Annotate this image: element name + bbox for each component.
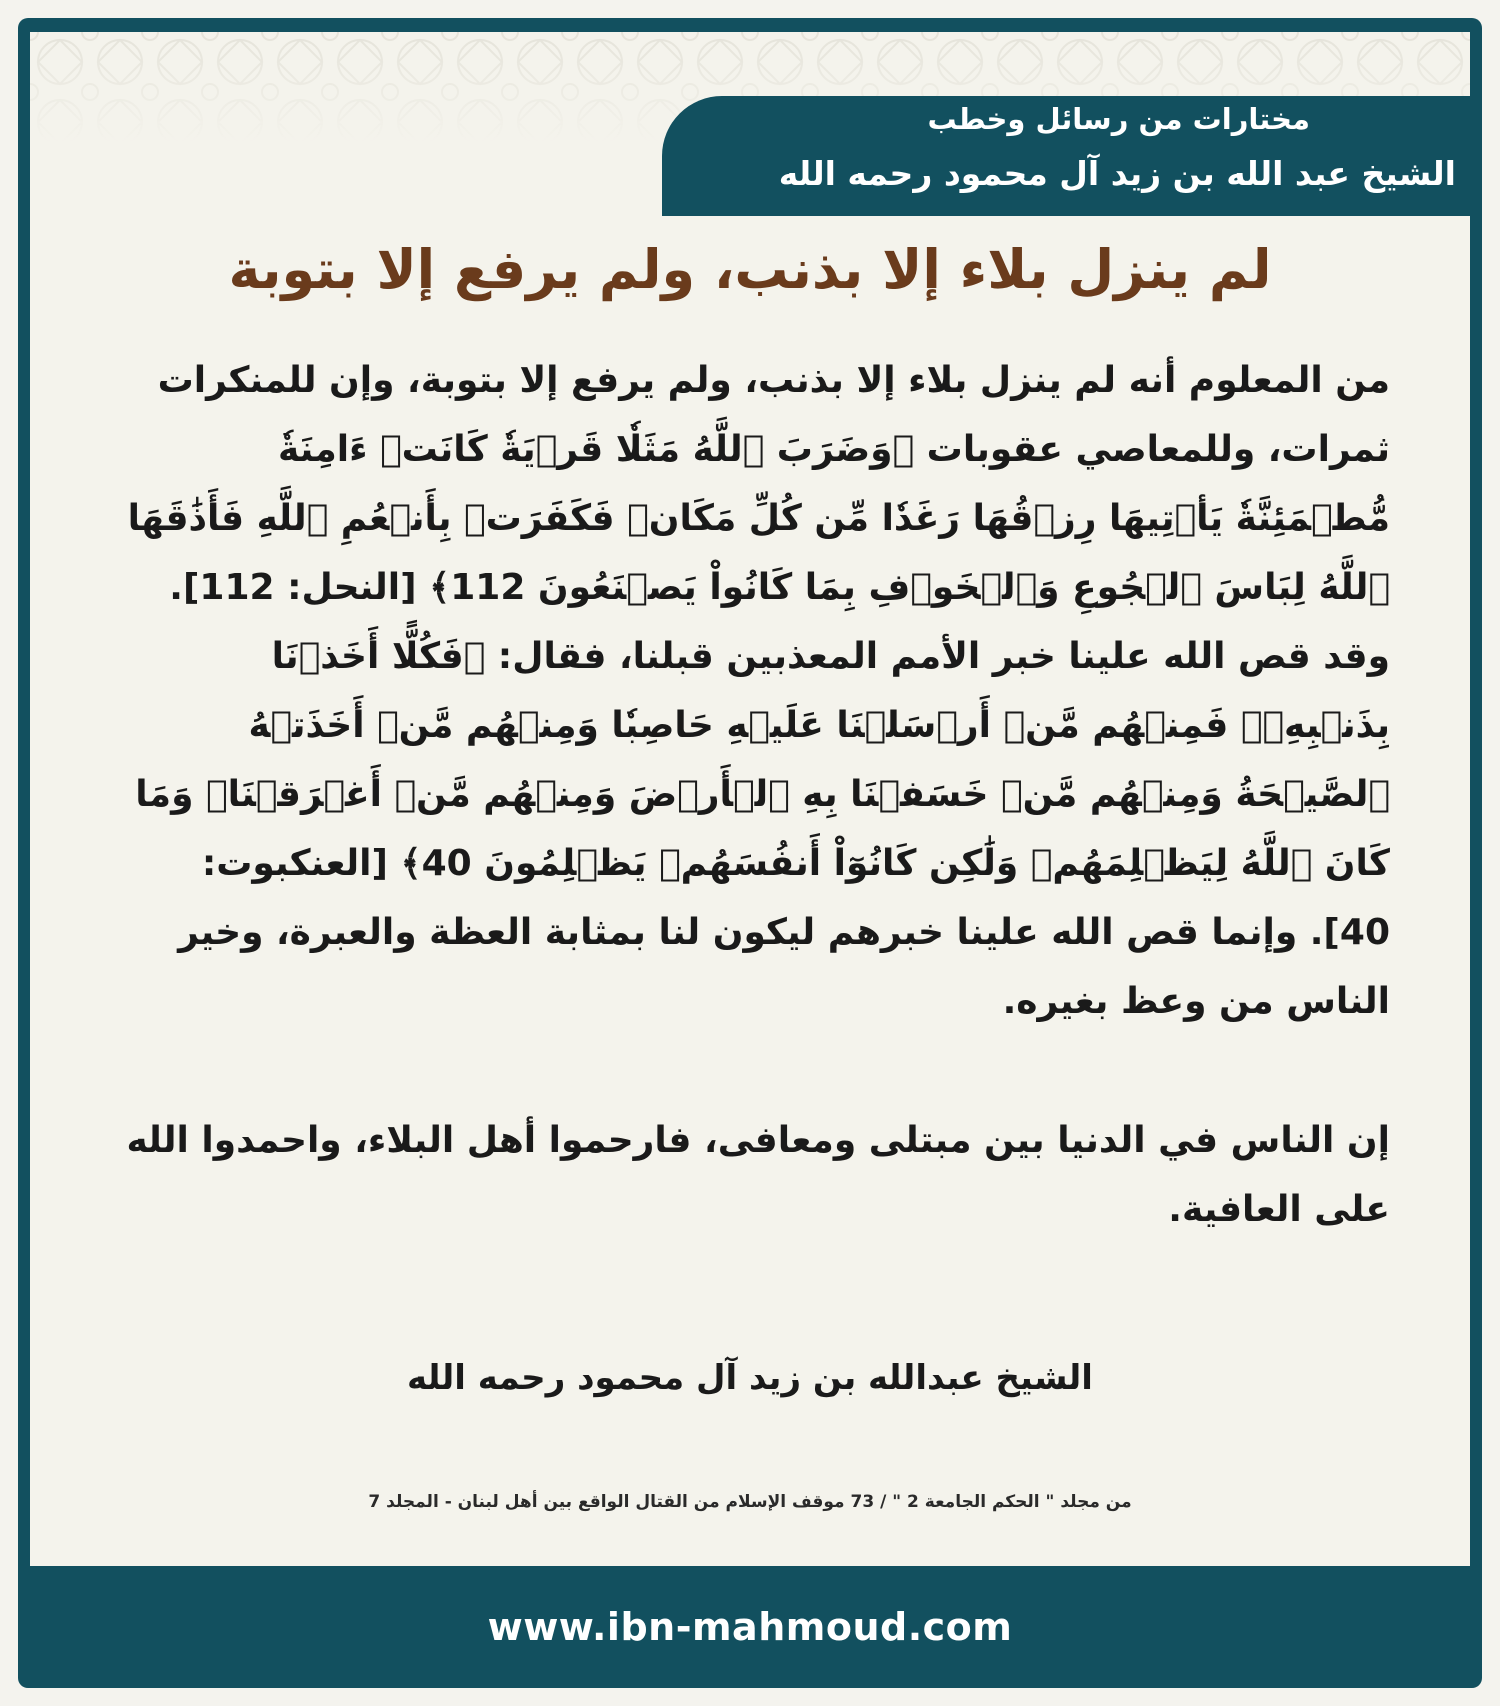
article-body bbox=[120, 346, 1390, 1244]
header-author: الشيخ عبد الله بن زيد آل محمود رحمه الله bbox=[778, 154, 1456, 193]
content-panel bbox=[30, 32, 1470, 1566]
source-citation: من مجلد " الحكم الجامعة 2 " / 73 موقف الإسلام من القتال الواقع بين أهل لبنان - المجلد 7 bbox=[368, 1492, 1132, 1512]
header-subtitle: مختارات من رسائل وخطب bbox=[927, 102, 1310, 136]
paragraph-1: من المعلوم أنه لم ينزل بلاء إلا بذنب، ولم يرفع إلا بتوبة، وإن للمنكرات ثمرات، وللمعاصي عقوبات ﴿وَضَرَبَ ٱللَّهُ مَثَلٗا قَرۡيَةٗ كَانَتۡ ءَامِنَةٗ مُّطۡمَئِنَّةٗ يَأۡتِيهَا رِزۡقُهَا رَغَدٗا مِّن كُلِّ مَكَانٖ فَكَفَرَتۡ بِأَنۡعُمِ ٱللَّهِ فَأَذَٰقَهَا ٱللَّهُ لِبَاسَ ٱلۡجُوعِ وَٱلۡخَوۡفِ بِمَا كَانُواْ يَصۡنَعُونَ 112﴾ [النحل: 112]. وقد قص الله علينا خبر الأمم المعذبين قبلنا، فقال: ﴿فَكُلًّا أَخَذۡنَا بِذَنۢبِهِۦۖ فَمِنۡهُم مَّنۡ أَرۡسَلۡنَا عَلَيۡهِ حَاصِبٗا وَمِنۡهُم مَّنۡ أَخَذَتۡهُ ٱلصَّيۡحَةُ وَمِنۡهُم مَّنۡ خَسَفۡنَا بِهِ ٱلۡأَرۡضَ وَمِنۡهُم مَّنۡ أَغۡرَقۡنَاۚ وَمَا كَانَ ٱللَّهُ لِيَظۡلِمَهُمۡ وَلَٰكِن كَانُوٓاْ أَنفُسَهُمۡ يَظۡلِمُونَ 40﴾ [العنكبوت: 40]. وإنما قص الله علينا خبرهم ليكون لنا بمثابة العظة والعبرة، وخير الناس من وعظ بغيره. bbox=[127, 360, 1390, 1022]
header-band bbox=[662, 96, 1470, 216]
author-signature: الشيخ عبدالله بن زيد آل محمود رحمه الله bbox=[407, 1358, 1093, 1398]
website-link[interactable]: www.ibn-mahmoud.com bbox=[487, 1605, 1013, 1649]
paragraph-spacer bbox=[120, 1036, 1390, 1106]
poster-frame bbox=[18, 18, 1482, 1688]
page-title: لم ينزل بلاء إلا بذنب، ولم يرفع إلا بتوبة bbox=[228, 238, 1272, 301]
footer-band bbox=[18, 1566, 1482, 1688]
paragraph-2: إن الناس في الدنيا بين مبتلى ومعافى، فارحموا أهل البلاء، واحمدوا الله على العافية. bbox=[126, 1120, 1390, 1230]
